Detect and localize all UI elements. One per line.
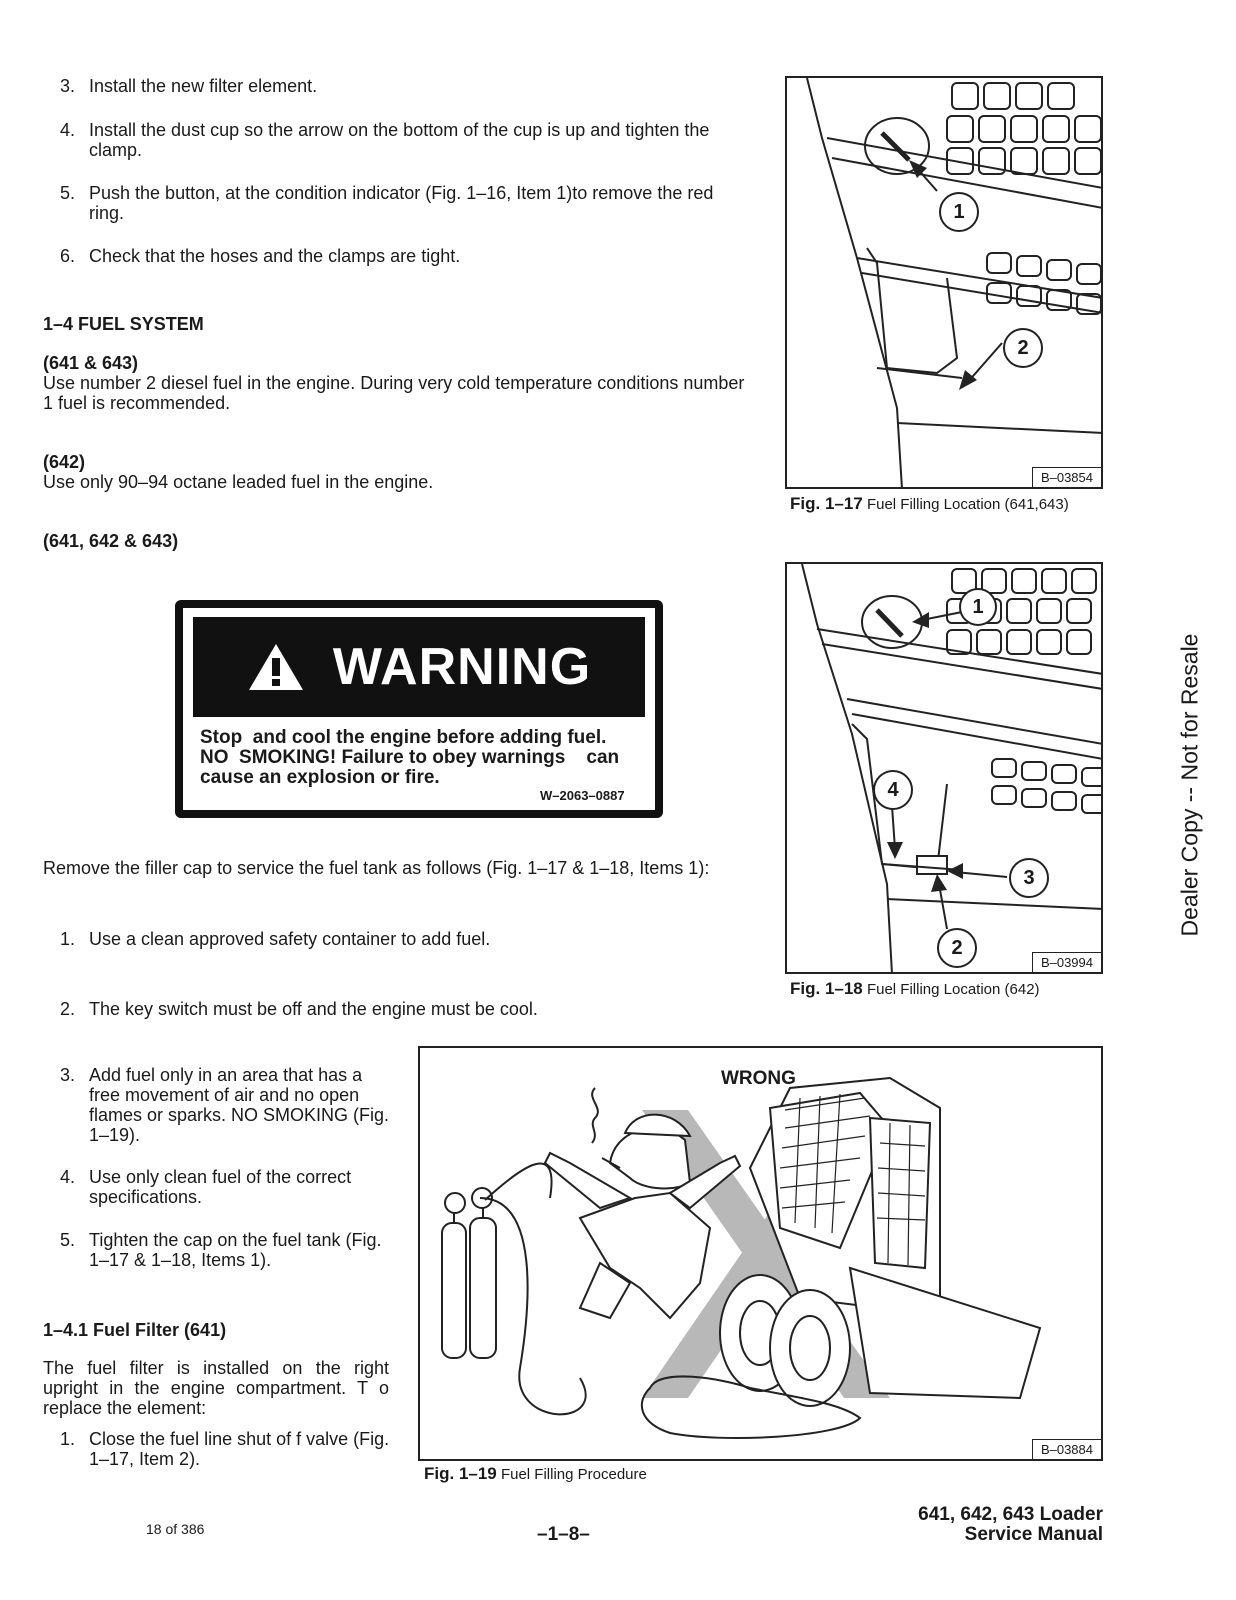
warning-code: W–2063–0887 <box>540 788 625 803</box>
list-item <box>43 929 753 949</box>
callout-2: 2 <box>937 928 977 968</box>
figure-label: Fig. 1–18 <box>790 979 863 998</box>
figure-1-17 <box>785 76 1103 489</box>
wrong-fueling-illustration <box>420 1048 1103 1461</box>
paragraph: Use number 2 diesel fuel in the engine. During very cold temperature conditions number 1 fuel is recommended. <box>43 373 745 413</box>
figure-code: B–03884 <box>1032 1439 1101 1459</box>
step-text: Tighten the cap on the fuel tank (Fig. 1–17 & 1–18, Items 1). <box>89 1230 382 1270</box>
step-text: The key switch must be off and the engine must be cool. <box>89 999 538 1019</box>
step-number: 3. <box>60 76 76 96</box>
warning-header <box>193 617 645 717</box>
paragraph: Use only 90–94 octane leaded fuel in the engine. <box>43 472 434 492</box>
figure-code: B–03994 <box>1032 952 1101 972</box>
warning-triangle-icon <box>247 641 305 693</box>
manual-title-line: Service Manual <box>964 1524 1103 1545</box>
warning-text <box>200 728 640 788</box>
callout-4: 4 <box>873 770 913 810</box>
callout-1: 1 <box>939 192 979 232</box>
step-number: 1. <box>60 1429 76 1449</box>
page-count: 18 of 386 <box>146 1521 205 1537</box>
step-text: Push the button, at the condition indicator (Fig. 1–16, Item 1)to remove the red ring. <box>89 183 714 223</box>
figure-label: Fig. 1–17 <box>790 494 863 513</box>
step-text: Add fuel only in an area that has a free movement of air and no open flames or sparks. NO SMOKING (Fig. 1–19). <box>89 1065 390 1145</box>
wrong-label: WRONG <box>721 1068 796 1089</box>
step-number: 5. <box>60 183 76 203</box>
list-item <box>43 1230 393 1270</box>
fuel-filler-illustration <box>787 564 1103 974</box>
warning-line: NO SMOKING! Failure to obey warnings can <box>200 747 620 768</box>
figure-caption-text: Fuel Filling Procedure <box>500 1466 647 1483</box>
model-subheading: (641 & 643) <box>43 353 139 373</box>
figure-label: Fig. 1–19 <box>424 1464 497 1483</box>
list-item <box>43 1065 393 1145</box>
step-text: Use only clean fuel of the correct specifications. <box>89 1167 352 1207</box>
manual-title <box>860 1505 1103 1545</box>
figure-caption <box>790 494 1069 514</box>
list-item <box>43 183 753 223</box>
figure-1-19 <box>418 1046 1103 1461</box>
warning-title: WARNING <box>332 638 592 696</box>
list-item <box>43 76 753 96</box>
figure-caption-text: Fuel Filling Location (641,643) <box>866 496 1069 513</box>
step-number: 4. <box>60 1167 76 1187</box>
step-number: 4. <box>60 120 76 140</box>
callout-2: 2 <box>1003 328 1043 368</box>
figure-1-18 <box>785 562 1103 974</box>
step-number: 1. <box>60 929 76 949</box>
step-number: 3. <box>60 1065 76 1085</box>
step-text: Install the dust cup so the arrow on the bottom of the cup is up and tighten the clamp. <box>89 120 710 160</box>
warning-line: Stop and cool the engine before adding fuel. <box>200 727 607 748</box>
list-item <box>43 1167 393 1207</box>
figure-caption <box>790 979 1040 999</box>
fuel-filler-illustration <box>787 78 1103 489</box>
step-text: Close the fuel line shut of f valve (Fig. 1–17, Item 2). <box>89 1429 390 1469</box>
list-item <box>43 999 753 1019</box>
step-number: 6. <box>60 246 76 266</box>
section-heading: 1–4 FUEL SYSTEM <box>43 314 204 334</box>
step-text: Install the new filter element. <box>89 76 318 96</box>
figure-code: B–03854 <box>1032 467 1101 487</box>
list-item <box>43 246 753 266</box>
subsection-heading: 1–4.1 Fuel Filter (641) <box>43 1320 227 1340</box>
callout-1: 1 <box>959 588 997 626</box>
figure-caption-text: Fuel Filling Location (642) <box>866 981 1040 998</box>
warning-line: cause an explosion or fire. <box>200 767 440 788</box>
paragraph: Remove the filler cap to service the fuel tank as follows (Fig. 1–17 & 1–18, Items 1): <box>43 858 710 878</box>
model-subheading: (641, 642 & 643) <box>43 531 179 551</box>
callout-3: 3 <box>1009 858 1049 898</box>
dealer-copy-note: Dealer Copy -- Not for Resale <box>1176 633 1203 937</box>
figure-caption <box>424 1464 647 1484</box>
manual-title-line: 641, 642, 643 Loader <box>918 1504 1103 1525</box>
paragraph: The fuel filter is installed on the right upright in the engine compartment. T o replace the element: <box>43 1358 389 1418</box>
model-subheading: (642) <box>43 452 86 472</box>
step-number: 2. <box>60 999 76 1019</box>
step-text: Check that the hoses and the clamps are tight. <box>89 246 461 266</box>
step-text: Use a clean approved safety container to add fuel. <box>89 929 491 949</box>
list-item <box>43 1429 393 1469</box>
page-number: –1–8– <box>537 1524 590 1545</box>
list-item <box>43 120 753 160</box>
step-number: 5. <box>60 1230 76 1250</box>
